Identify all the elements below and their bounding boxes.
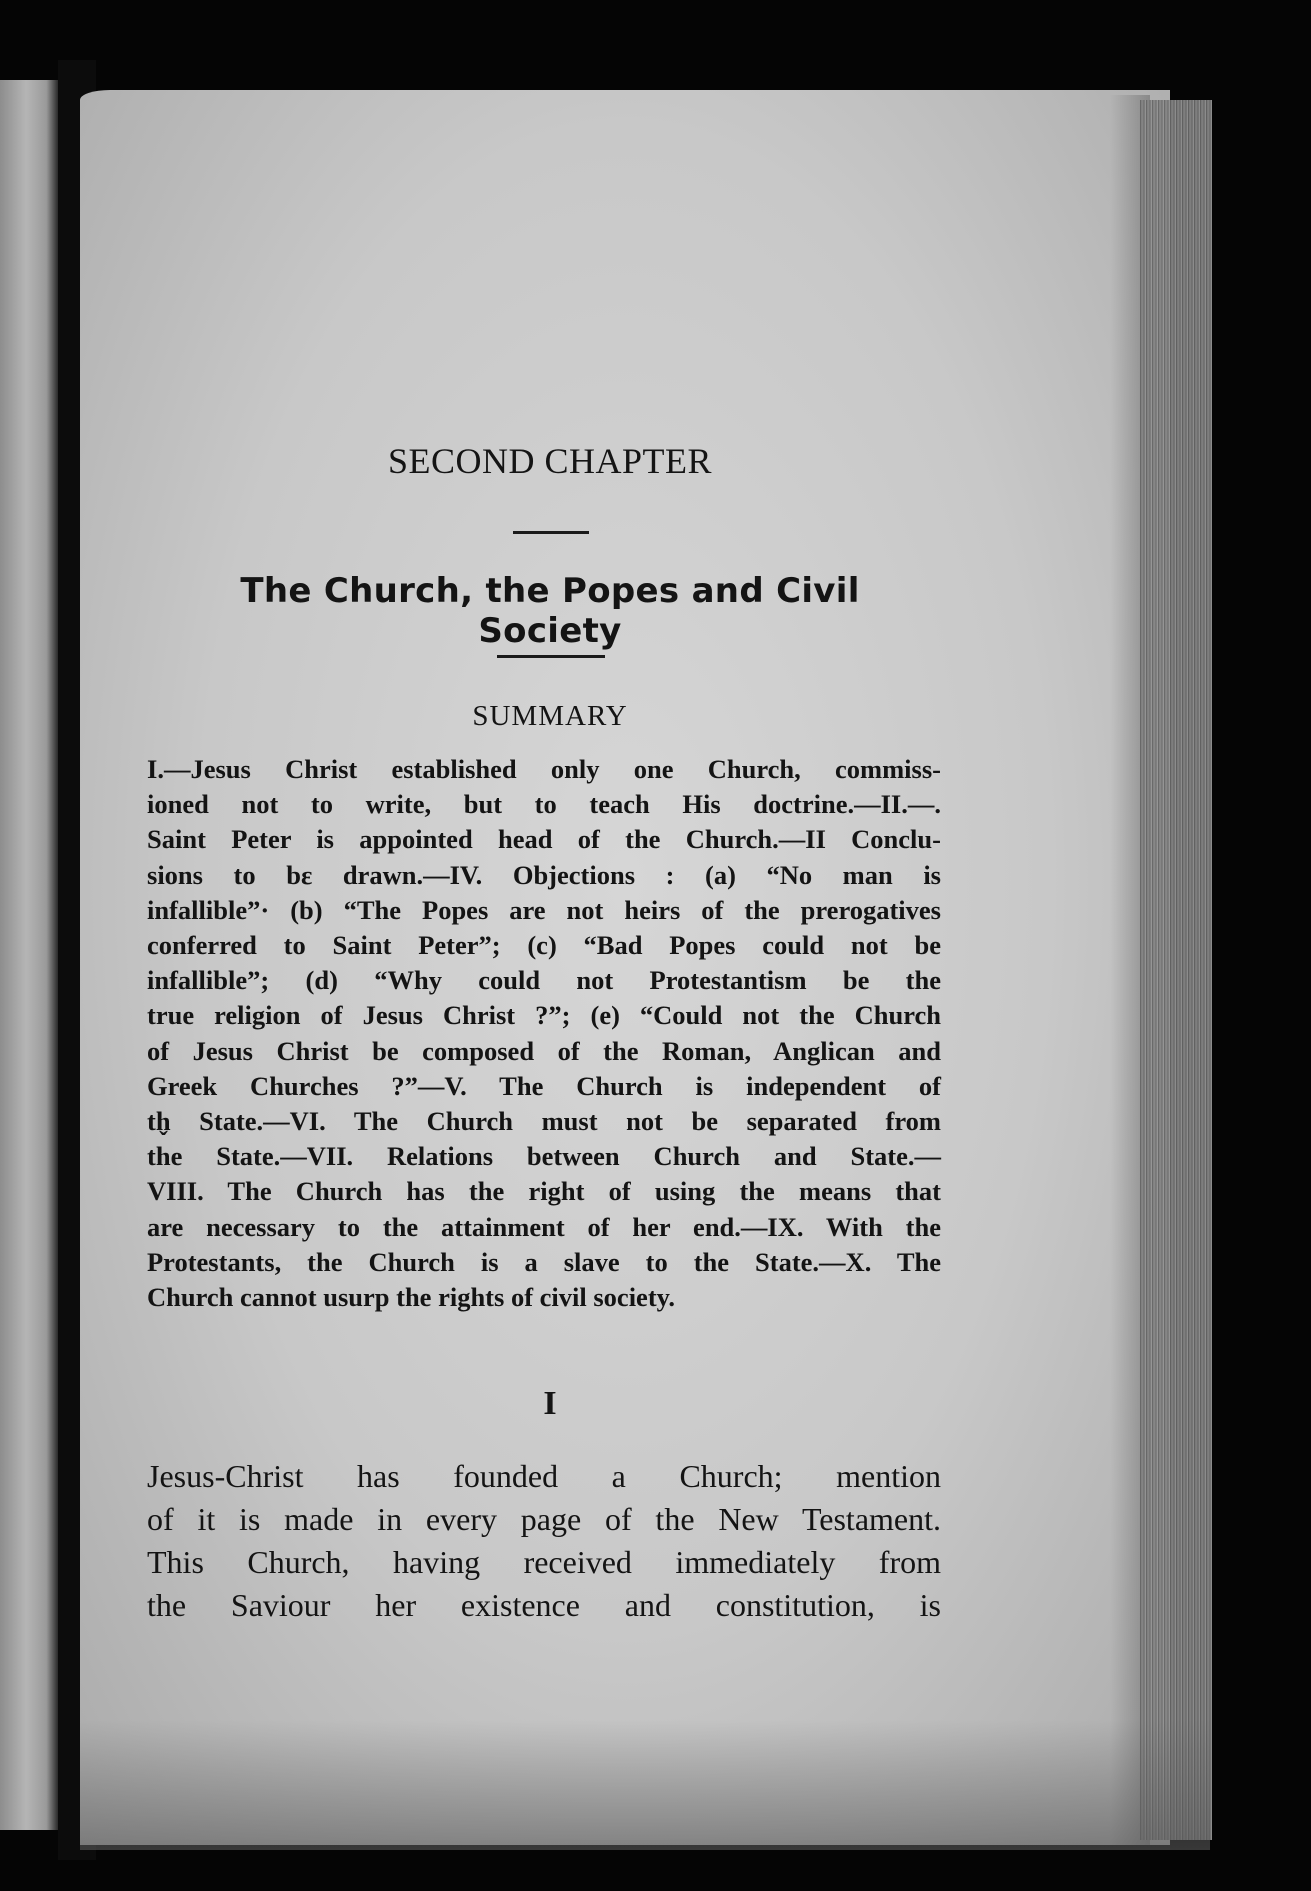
summary-line: Saint Peter is appointed head of the Church.—II Conclu- (147, 824, 941, 855)
body-line: Jesus-Christ has founded a Church; mention (147, 1458, 941, 1494)
summary-line: are necessary to the attainment of her end.—IX. With the (147, 1211, 941, 1242)
chapter-heading: SECOND CHAPTER (387, 441, 713, 481)
section-numeral: I (543, 1385, 557, 1422)
summary-line: of Jesus Christ be composed of the Roman, Anglican and (147, 1035, 941, 1066)
summary-line: VIII. The Church has the right of using the means that (147, 1176, 941, 1207)
body-line: of it is made in every page of the New Testament. (147, 1501, 941, 1537)
summary-line: Greek Churches ?”—V. The Church is independent of (147, 1070, 941, 1101)
summary-line: ioned not to write, but to teach His doctrine.—II.—. (147, 789, 941, 820)
summary-line: infallible”· (b) “The Popes are not heirs of the prerogatives (147, 894, 941, 925)
summary-line: Protestants, the Church is a slave to the State.—X. The (147, 1246, 941, 1277)
summary-heading: SUMMARY (472, 700, 628, 732)
page-leaves-edge (1140, 100, 1212, 1840)
summary-line: the State.—VII. Relations between Church and State.— (147, 1141, 941, 1172)
body-line: This Church, having received immediately from (147, 1544, 941, 1580)
facing-page-edge (0, 80, 58, 1830)
summary-paragraph (147, 752, 941, 1315)
bottom-shadow (80, 1720, 1210, 1850)
summary-line: infallible”; (d) “Why could not Protestantism be the (147, 965, 941, 996)
body-line: the Saviour her existence and constitution, is (147, 1587, 941, 1623)
summary-line: I.—Jesus Christ established only one Church, commiss- (147, 754, 941, 784)
chapter-title: The Church, the Popes and Civil Society (240, 571, 860, 651)
summary-line: Church cannot usurp the rights of civil society. (147, 1282, 676, 1313)
body-paragraph (147, 1455, 941, 1627)
divider-rule (513, 531, 589, 534)
summary-line: true religion of Jesus Christ ?”; (e) “Could not the Church (147, 1000, 941, 1031)
summary-line: th̬ State.—VI. The Church must not be separated from (147, 1106, 941, 1137)
summary-line: conferred to Saint Peter”; (c) “Bad Popes could not be (147, 930, 941, 961)
divider-rule (497, 655, 605, 658)
summary-line: sions to bε drawn.—IV. Objections : (a) “No man is (147, 859, 941, 890)
